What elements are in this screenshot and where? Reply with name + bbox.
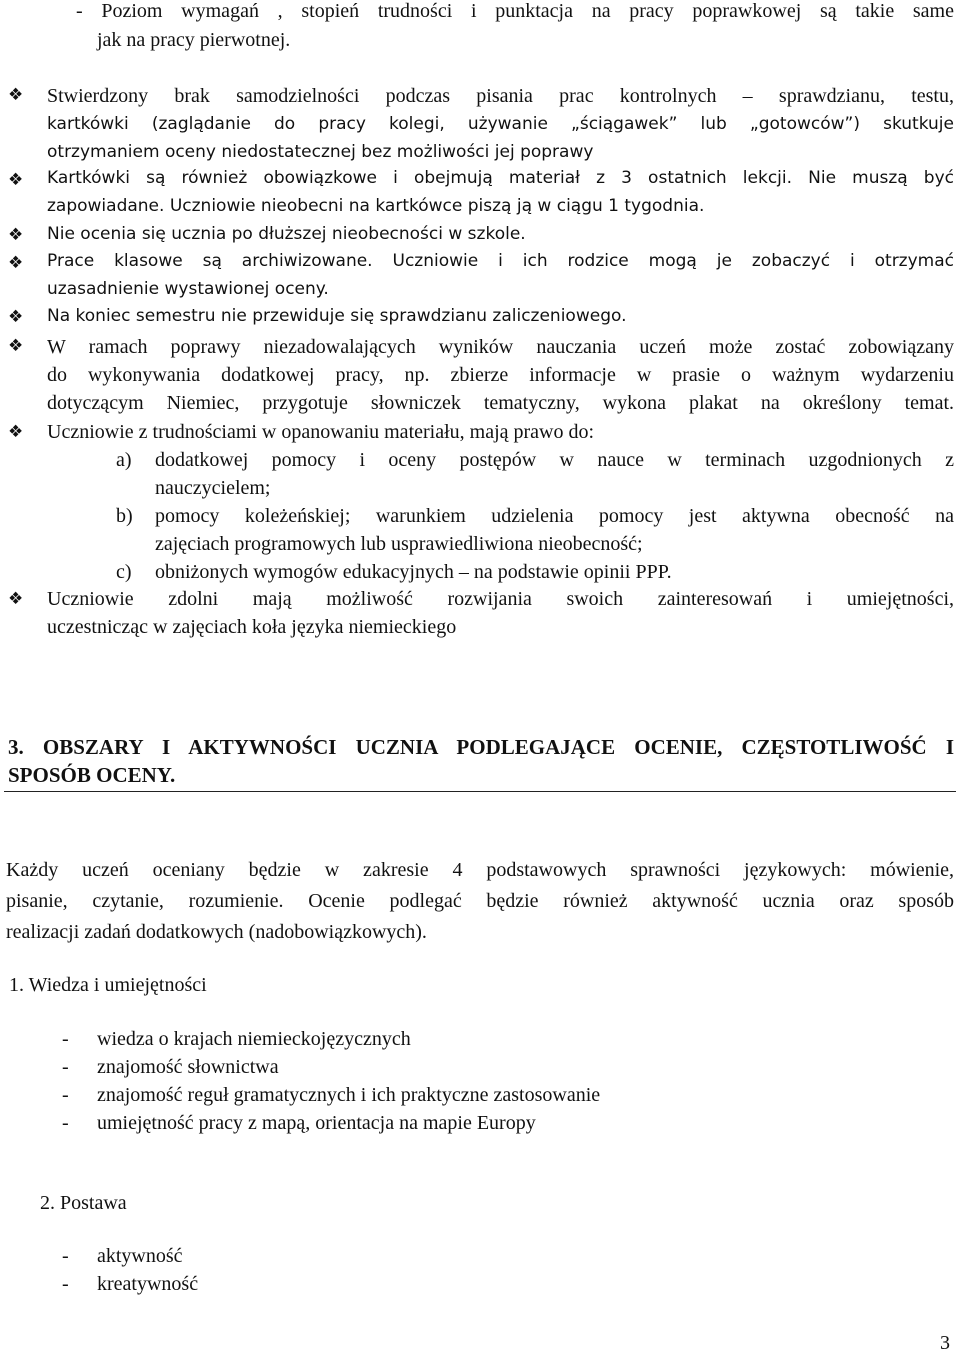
bullet-6-line-3: dotyczącym Niemiec, przygotuje słowniczek tematyczny, wykona plakat na określony temat. [47, 392, 954, 414]
list-item: wiedza o krajach niemieckojęzycznych [97, 1028, 411, 1050]
intro-dash-line-1: - Poziom wymagań , stopień trudności i punktacja na pracy poprawkowej są takie same [76, 0, 954, 22]
bullet-1-line-3: otrzymaniem oceny niedostatecznej bez możliwości jej poprawy [47, 142, 594, 162]
list-dash: - [62, 1056, 69, 1078]
section-3-heading-line-2: SPOSÓB OCENY. [8, 763, 176, 787]
heading-underline [4, 791, 956, 792]
bullet-diamond-icon: ❖ [8, 253, 24, 273]
subsection-1-title: 1. Wiedza i umiejętności [9, 974, 207, 996]
bullet-6-line-1: W ramach poprawy niezadowalających wyników nauczania uczeń może zostać zobowiązany [47, 336, 954, 358]
sub-item-a-line-2: nauczycielem; [155, 477, 271, 499]
section-3-paragraph-line-3: realizacji zadań dodatkowych (nadobowiązkowych). [6, 921, 427, 943]
bullet-4-line-2: uzasadnienie wystawionej oceny. [47, 279, 329, 299]
bullet-2-line-2: zapowiadane. Uczniowie nieobecni na kartkówce piszą ją w ciągu 1 tygodnia. [47, 196, 705, 216]
sub-item-b-marker: b) [116, 505, 133, 527]
bullet-diamond-icon: ❖ [8, 307, 24, 327]
bullet-8-line-1: Uczniowie zdolni mają możliwość rozwijania swoich zainteresowań i umiejętności, [47, 588, 954, 610]
sub-item-b-line-1: pomocy koleżeńskiej; warunkiem udzielenia pomocy jest aktywna obecność na [155, 505, 954, 527]
bullet-2-line-1: Kartkówki są również obowiązkowe i obejmują materiał z 3 ostatnich lekcji. Nie muszą być [47, 168, 954, 188]
section-3-heading-line-1: 3. OBSZARY I AKTYWNOŚCI UCZNIA PODLEGAJĄCE OCENIE, CZĘSTOTLIWOŚĆ I [8, 735, 954, 759]
list-item: umiejętność pracy z mapą, orientacja na mapie Europy [97, 1112, 536, 1134]
list-dash: - [62, 1112, 69, 1134]
bullet-8-line-2: uczestnicząc w zajęciach koła języka niemieckiego [47, 616, 457, 638]
intro-dash-line-2: jak na pracy pierwotnej. [97, 29, 291, 51]
bullet-1-line-2: kartkówki (zaglądanie do pracy kolegi, używanie „ściągawek” lub „gotowców”) skutkuje [47, 114, 954, 134]
list-item: aktywność [97, 1245, 183, 1267]
bullet-diamond-icon: ❖ [8, 336, 24, 356]
bullet-diamond-icon: ❖ [8, 170, 24, 190]
section-3-paragraph-line-2: pisanie, czytanie, rozumienie. Ocenie podlegać będzie również aktywność ucznia oraz sposób [6, 890, 954, 912]
list-item: znajomość słownictwa [97, 1056, 279, 1078]
bullet-4-line-1: Prace klasowe są archiwizowane. Uczniowie i ich rodzice mogą je zobaczyć i otrzymać [47, 251, 954, 271]
bullet-1-line-1: Stwierdzony brak samodzielności podczas pisania prac kontrolnych – sprawdzianu, testu, [47, 85, 954, 107]
list-item: znajomość reguł gramatycznych i ich praktyczne zastosowanie [97, 1084, 601, 1106]
bullet-3-line-1: Nie ocenia się ucznia po dłuższej nieobecności w szkole. [47, 224, 526, 244]
list-dash: - [62, 1028, 69, 1050]
sub-item-a-line-1: dodatkowej pomocy i oceny postępów w nauce w terminach uzgodnionych z [155, 449, 954, 471]
list-dash: - [62, 1084, 69, 1106]
list-item: kreatywność [97, 1273, 199, 1295]
section-3-paragraph-line-1: Każdy uczeń oceniany będzie w zakresie 4 podstawowych sprawności językowych: mówienie, [6, 859, 954, 881]
sub-item-c-line-1: obniżonych wymogów edukacyjnych – na podstawie opinii PPP. [155, 561, 672, 583]
sub-item-c-marker: c) [116, 561, 132, 583]
subsection-2-title: 2. Postawa [40, 1192, 127, 1214]
sub-item-b-line-2: zajęciach programowych lub usprawiedliwiona nieobecność; [155, 533, 643, 555]
page-number: 3 [940, 1332, 950, 1354]
bullet-6-line-2: do wykonywania dodatkowej pracy, np. zbierze informacje w prasie o ważnym wydarzeniu [47, 364, 954, 386]
bullet-diamond-icon: ❖ [8, 225, 24, 245]
bullet-diamond-icon: ❖ [8, 589, 24, 609]
bullet-7-line-1: Uczniowie z trudnościami w opanowaniu materiału, mają prawo do: [47, 421, 595, 443]
bullet-5-line-1: Na koniec semestru nie przewiduje się sprawdzianu zaliczeniowego. [47, 306, 627, 326]
bullet-diamond-icon: ❖ [8, 85, 24, 105]
bullet-diamond-icon: ❖ [8, 422, 24, 442]
sub-item-a-marker: a) [116, 449, 132, 471]
list-dash: - [62, 1273, 69, 1295]
list-dash: - [62, 1245, 69, 1267]
